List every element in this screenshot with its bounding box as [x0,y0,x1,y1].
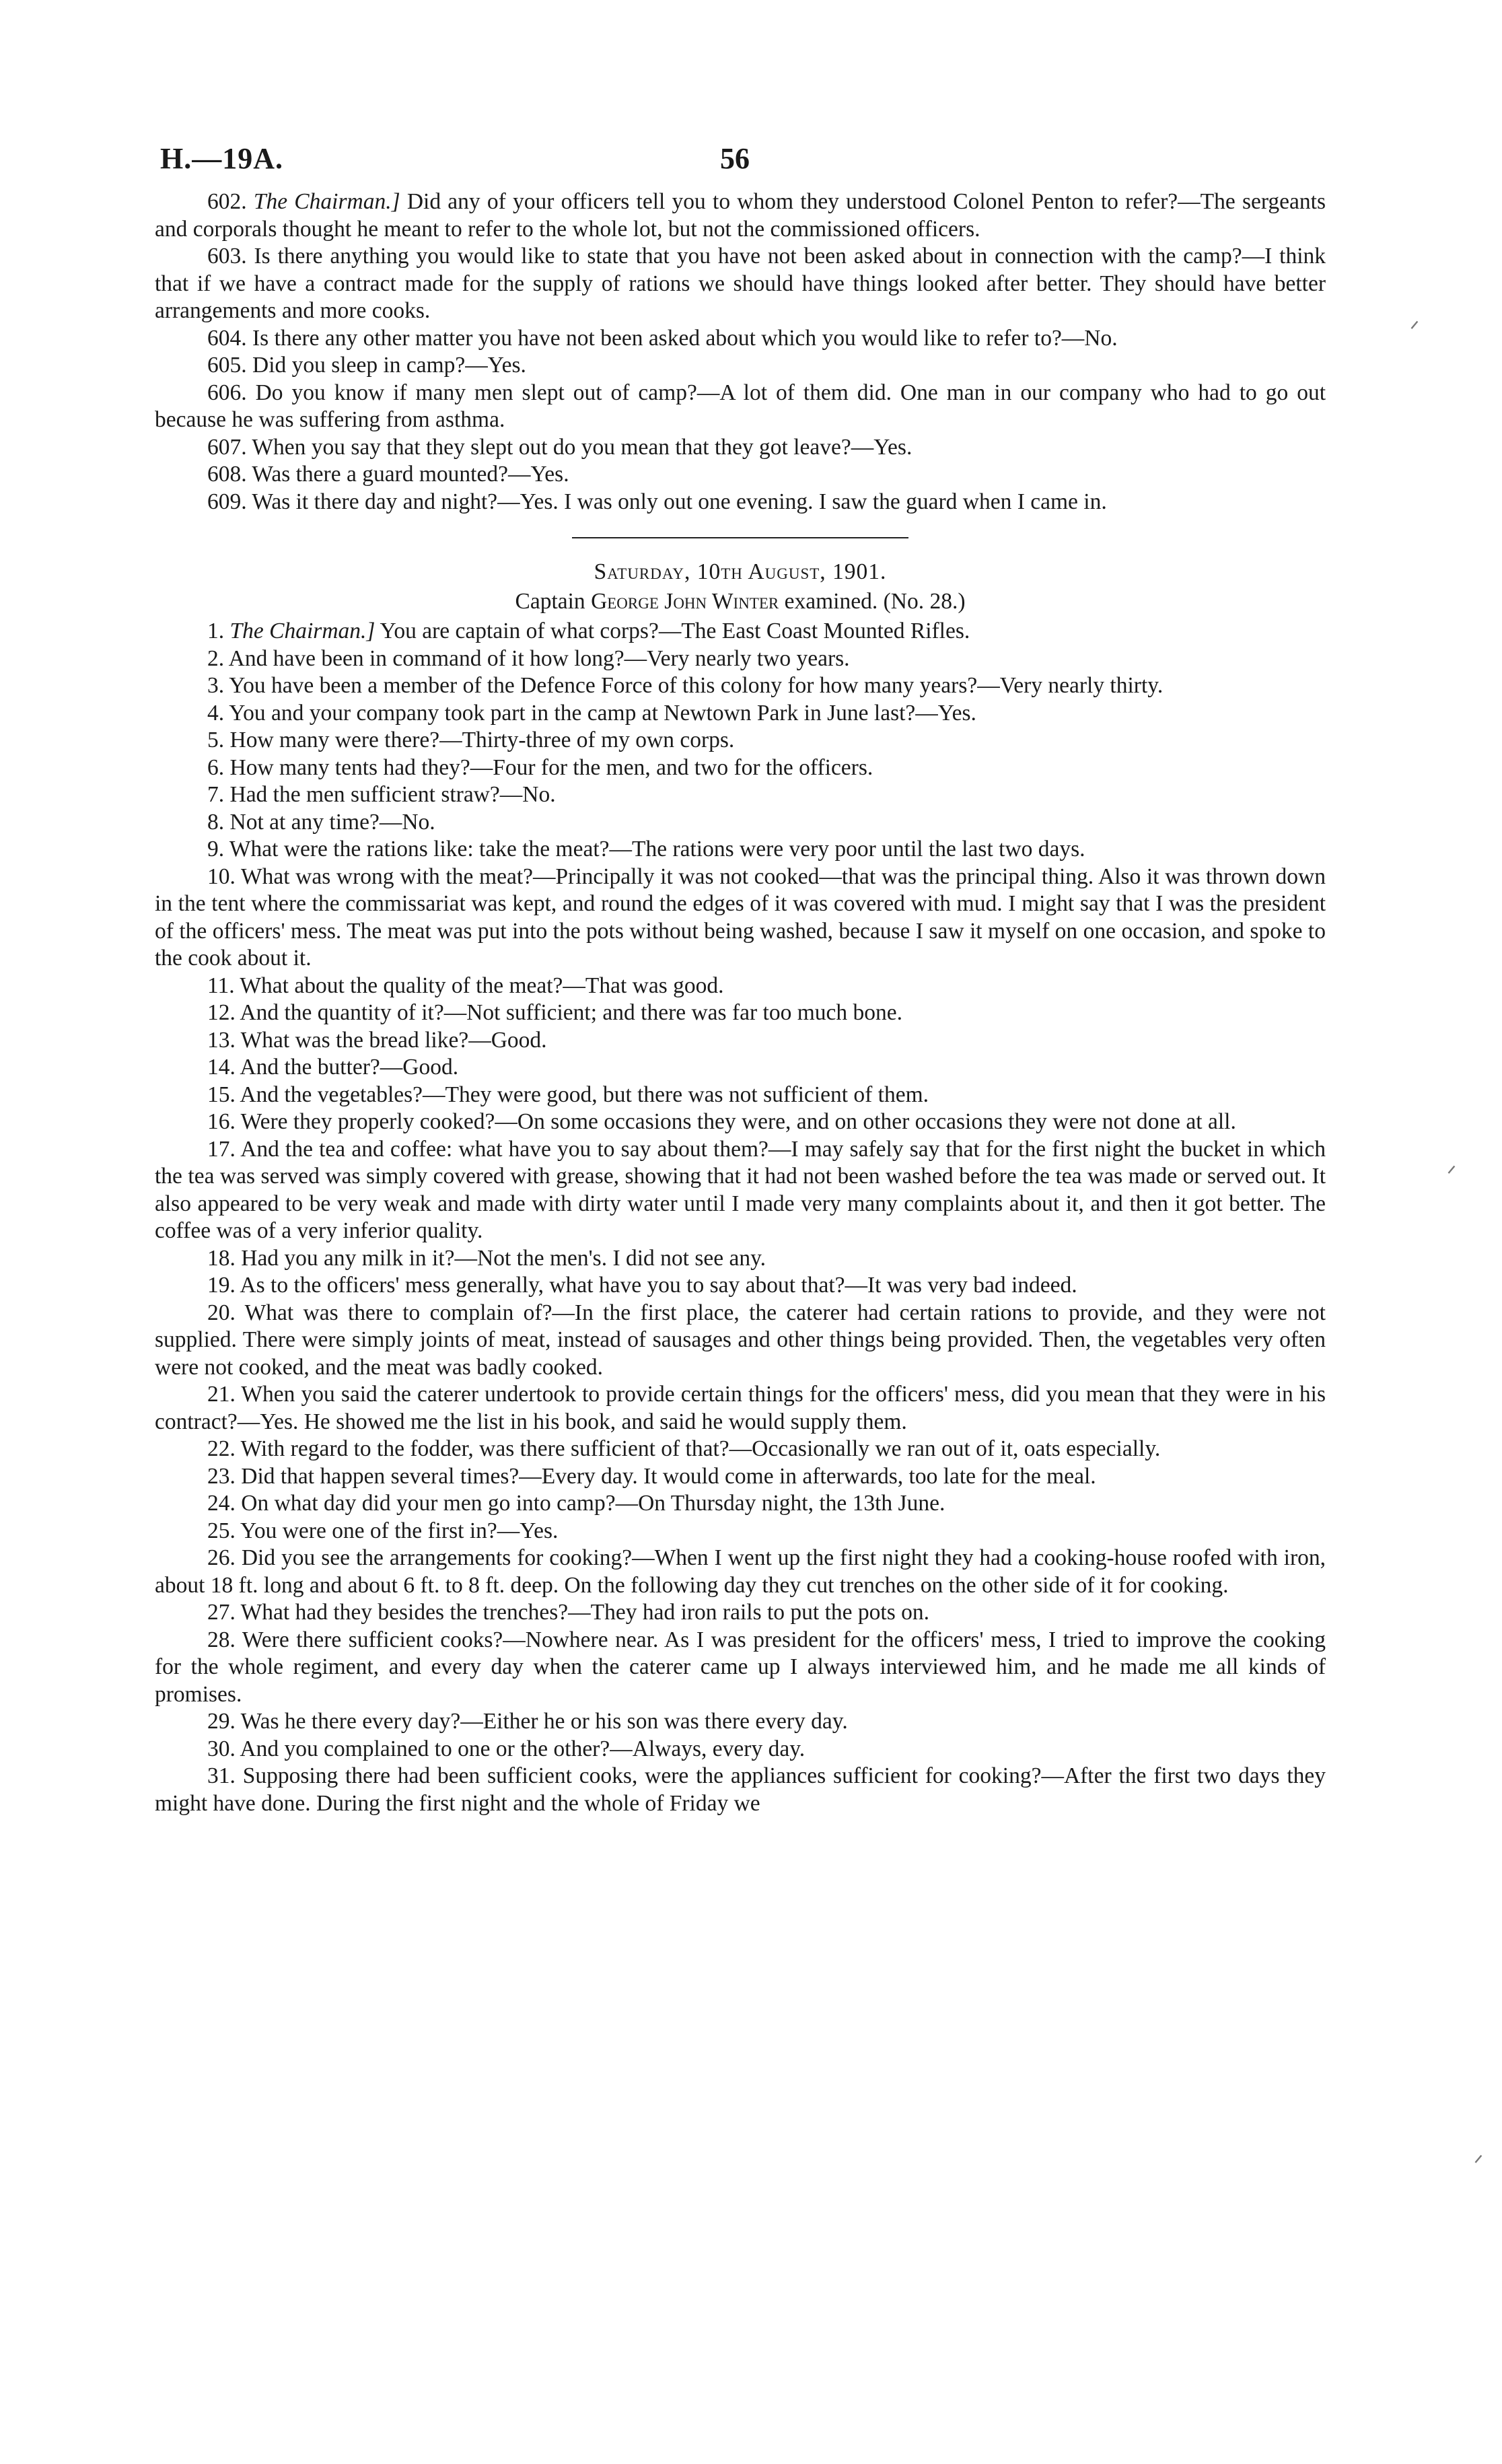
question-paragraph [155,645,1326,673]
question-text: And you complained to one or the other?—Always, every day. [240,1736,806,1761]
question-text: When you say that they slept out do you mean that they got leave?—Yes. [252,434,913,460]
question-text: Were they properly cooked?—On some occasions they were, and on other occasions they were not done at all. [240,1109,1236,1134]
question-paragraph [155,809,1326,837]
question-paragraph [155,727,1326,754]
question-number: 13. [207,1027,236,1053]
question-text: Was it there day and night?—Yes. I was only out one evening. I saw the guard when I came in. [252,489,1107,514]
question-paragraph [155,325,1326,353]
question-number: 15. [207,1082,236,1107]
question-number: 7. [207,782,225,807]
question-text: Supposing there had been sufficient cooks, were the appliances sufficient for cooking?—After the first two days they might have done. During the first night and the whole of Friday we [155,1763,1326,1816]
question-number: 606. [207,380,247,405]
question-paragraph [155,1272,1326,1300]
margin-mark: ᐟ [1474,2152,1484,2177]
question-number: 25. [207,1518,236,1543]
question-text: You are captain of what corps?—The East Coast Mounted Rifles. [375,619,970,643]
question-paragraph [155,1627,1326,1709]
speaker-label: The Chairman.] [253,189,400,214]
question-paragraph [155,188,1326,243]
question-text: Had you any milk in it?—Not the men's. I did not see any. [241,1245,766,1271]
question-number: 608. [207,462,247,487]
question-text: What was there to complain of?—In the first place, the caterer had certain rations to provide, and they were not supplied. There were simply joints of meat, instead of sausages and other things being provided. Then, the vegetables very often were not cooked, and the meat was badly cooked. [155,1300,1326,1380]
question-number: 27. [207,1600,236,1625]
question-paragraph [155,1082,1326,1109]
question-paragraph [155,1490,1326,1518]
question-text: Is there anything you would like to state that you have not been asked about in connection with the camp?—I think that if we have a contract made for the supply of rations we should have things looked after better. They should have better arrangements and more cooks. [155,244,1326,323]
question-text: How many were there?—Thirty-three of my own corps. [229,728,735,752]
question-paragraph [155,380,1326,434]
document-page [155,141,1326,1817]
question-text: With regard to the fodder, was there sufficient of that?—Occasionally we ran out of it, oats especially. [240,1436,1161,1461]
question-text: Were there sufficient cooks?—Nowhere near. As I was president for the officers' mess, I tried to improve the cooking for the whole regiment, and every day when the caterer came up I always interviewed him, and he made me all kinds of promises. [155,1627,1326,1707]
question-paragraph [155,1300,1326,1382]
question-text: Is there any other matter you have not been asked about which you would like to refer to?—No. [252,325,1118,351]
question-paragraph [155,243,1326,325]
question-number: 604. [207,325,247,351]
question-text: Did any of your officers tell you to whom they understood Colonel Penton to refer?—The sergeants and corporals thought he meant to refer to the whole lot, but not the commissioned officers. [155,189,1326,242]
question-text: Was he there every day?—Either he or his son was there every day. [240,1709,848,1734]
question-text: And the vegetables?—They were good, but there was not sufficient of them. [240,1082,929,1107]
question-text: Not at any time?—No. [229,809,435,835]
question-number: 6. [207,754,225,780]
question-number: 8. [207,809,225,835]
question-text: And have been in command of it how long?—Very nearly two years. [228,645,850,671]
question-paragraph [155,1545,1326,1599]
question-number: 19. [207,1273,236,1298]
question-text: And the tea and coffee: what have you to say about them?—I may safely say that for the first night the bucket in which the tea was served was simply covered with grease, showing that it had not been washed before the tea was made or served out. It also appeared to be very weak and made with dirty water until I made very many complaints about it, and then it got better. The coffee was of a very inferior quality. [155,1136,1326,1243]
question-number: 609. [207,489,247,514]
question-text: How many tents had they?—Four for the men, and two for the officers. [229,754,873,780]
witness-name: George John Winter [591,589,779,614]
question-number: 20. [207,1300,236,1325]
question-paragraph [155,489,1326,516]
question-paragraph [155,1136,1326,1245]
witness-prefix: Captain [515,589,592,614]
question-number: 602. [207,189,247,214]
question-paragraph [155,999,1326,1027]
question-paragraph [155,618,1326,645]
question-number: 22. [207,1436,236,1461]
question-text: As to the officers' mess generally, what have you to say about that?—It was very bad indeed. [240,1273,1077,1298]
page-header [155,141,1326,188]
question-number: 603. [207,244,247,269]
question-number: 21. [207,1382,236,1407]
question-paragraph [155,1736,1326,1763]
question-paragraph [155,1381,1326,1436]
question-number: 29. [207,1709,236,1734]
margin-mark: ᐟ [1447,1162,1457,1187]
question-paragraph [155,700,1326,728]
question-number: 605. [207,353,247,378]
testimony-before [155,188,1326,516]
question-text: Was there a guard mounted?—Yes. [252,462,569,487]
question-paragraph [155,461,1326,489]
question-paragraph [155,781,1326,809]
speaker-label: The Chairman.] [229,619,376,643]
question-text: Did you see the arrangements for cooking?—When I went up the first night they had a cooking-house roofed with iron, about 18 ft. long and about 6 ft. to 8 ft. deep. On the following day they cut trenches on the other side of it for cooking. [155,1545,1326,1598]
testimony-after [155,618,1326,1817]
question-paragraph [155,1708,1326,1736]
question-text: Do you know if many men slept out of camp?—A lot of them did. One man in our company who had to go out because he was suffering from asthma. [155,380,1326,432]
question-number: 9. [207,837,225,861]
question-paragraph [155,973,1326,1000]
question-paragraph [155,1054,1326,1082]
question-paragraph [155,352,1326,380]
margin-mark: ᐟ [1410,318,1420,343]
question-text: What was the bread like?—Good. [240,1027,547,1053]
question-text: And the butter?—Good. [240,1055,459,1080]
question-text: Did you sleep in camp?—Yes. [252,353,526,378]
question-number: 16. [207,1109,236,1134]
question-text: You were one of the first in?—Yes. [240,1518,559,1543]
question-number: 607. [207,434,247,460]
question-number: 14. [207,1055,236,1080]
question-number: 10. [207,864,236,889]
question-number: 26. [207,1545,236,1570]
question-paragraph [155,836,1326,864]
question-paragraph [155,1108,1326,1136]
question-text: What were the rations like: take the meat?—The rations were very poor until the last two days. [229,837,1085,861]
question-number: 1. [207,619,225,643]
question-number: 5. [207,728,225,752]
question-text: What had they besides the trenches?—They had iron rails to put the pots on. [240,1600,929,1625]
question-number: 11. [207,973,235,998]
question-number: 24. [207,1491,236,1516]
question-paragraph [155,1599,1326,1627]
question-text: Did that happen several times?—Every day. It would come in afterwards, too late for the meal. [241,1463,1096,1489]
question-number: 4. [207,700,225,726]
question-number: 28. [207,1627,236,1652]
question-paragraph [155,1518,1326,1545]
question-number: 12. [207,1000,236,1025]
question-paragraph [155,1463,1326,1491]
witness-suffix: examined. (No. 28.) [779,589,966,614]
question-number: 3. [207,673,225,698]
question-text: What was wrong with the meat?—Principally it was not cooked—that was the principal thing. Also it was thrown down in the tent where the commissariat was kept, and round the edges of it was covered with mud. I might say that I was the president of the officers' mess. The meat was put into the pots without being washed, because I saw it myself on one occasion, and spoke to the cook about it. [155,864,1326,971]
question-paragraph [155,434,1326,462]
question-text: On what day did your men go into camp?—On Thursday night, the 13th June. [241,1491,945,1516]
question-text: You and your company took part in the camp at Newtown Park in June last?—Yes. [229,700,976,726]
page-number: 56 [720,142,750,175]
question-paragraph [155,864,1326,973]
section-divider [572,537,908,538]
question-number: 23. [207,1463,236,1489]
question-text: When you said the caterer undertook to provide certain things for the officers' mess, did you mean that they were in his contract?—Yes. He showed me the list in his book, and said he would supply them. [155,1382,1326,1434]
witness-heading [155,587,1326,617]
question-paragraph [155,1245,1326,1273]
question-number: 18. [207,1245,236,1271]
question-number: 30. [207,1736,236,1761]
question-paragraph [155,1436,1326,1463]
question-number: 17. [207,1136,236,1162]
question-number: 2. [207,645,225,671]
question-paragraph [155,1763,1326,1817]
question-paragraph [155,672,1326,700]
document-reference: H.—19A. [160,142,283,175]
question-number: 31. [207,1763,236,1788]
question-paragraph [155,754,1326,782]
session-date: Saturday, 10th August, 1901. [594,559,887,584]
question-text: You have been a member of the Defence Force of this colony for how many years?—Very nearly thirty. [229,673,1164,698]
question-paragraph [155,1027,1326,1055]
question-text: And the quantity of it?—Not sufficient; and there was far too much bone. [240,1000,902,1025]
question-text: Had the men sufficient straw?—No. [229,782,556,807]
question-text: What about the quality of the meat?—That was good. [240,973,724,998]
